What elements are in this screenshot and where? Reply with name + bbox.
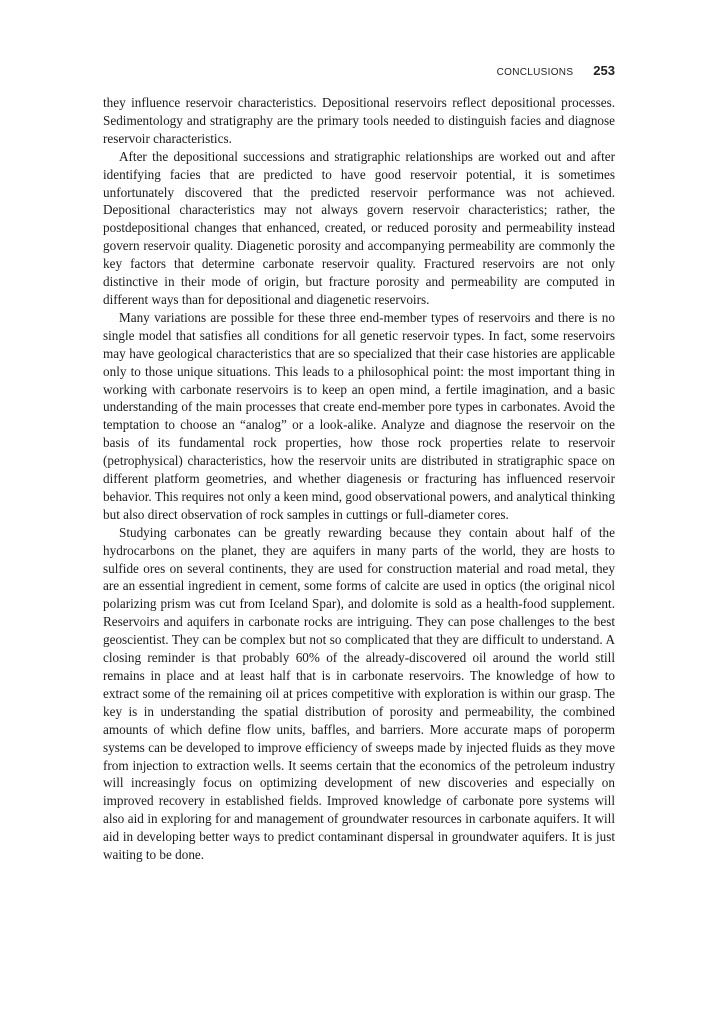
page-number: 253 bbox=[593, 63, 615, 78]
body-text bbox=[103, 94, 615, 864]
running-head bbox=[103, 62, 615, 80]
paragraph: After the depositional successions and stratigraphic relationships are worked out and after identifying facies that are predicted to have good reservoir potential, it is sometimes unfortunately discovered that the predicted reservoir performance was not achieved. Depositional characteristics may not always govern reservoir characteristics; rather, the postdepositional changes that enhanced, created, or reduced porosity and permeability instead govern reservoir quality. Diagenetic porosity and accompanying permeability are commonly the key factors that determine carbonate reservoir quality. Fractured reservoirs are not only distinctive in their mode of origin, but fracture porosity and permeability are computed in different ways than for depositional and diagenetic reservoirs. bbox=[103, 148, 615, 307]
paragraph: they influence reservoir characteristics. Depositional reservoirs reflect depositional processes. Sedimentology and stratigraphy are the primary tools needed to distinguish facies and diagnose reservoir characteristics. bbox=[103, 95, 615, 146]
paragraph: Studying carbonates can be greatly rewarding because they contain about half of the hydrocarbons on the planet, they are aquifers in many parts of the world, they are hosts to sulfide ores on several continents, they are used for construction material and road metal, they are an essential ingredient in cement, some forms of calcite are used in optics (the original nicol polarizing prism was cut from Iceland Spar), and dolomite is sold as a health-food supplement. Reservoirs and aquifers in carbonate rocks are intriguing. They can pose challenges to the best geoscientist. They can be complex but not so complicated that they are difficult to understand. A closing reminder is that probably 60% of the already-discovered oil around the world still remains in place and at least half that is in carbonate reservoirs. The knowledge of how to extract some of the remaining oil at prices competitive with exploration is within our grasp. The key is in understanding the spatial distribution of porosity and permeability, the combined amounts of which define flow units, baffles, and barriers. More accurate maps of poroperm systems can be developed to improve efficiency of sweeps made by injected fluids as they move from injection to extraction wells. It seems certain that the economics of the petroleum industry will increasingly focus on optimizing development of new discoveries and especially on improved recovery in established fields. Improved knowledge of carbonate pore systems will also aid in exploring for and management of groundwater resources in carbonate aquifers. It will aid in developing better ways to predict contaminant dispersal in groundwater aquifers. It is just waiting to be done. bbox=[103, 524, 615, 863]
paragraph: Many variations are possible for these three end-member types of reservoirs and there is no single model that satisfies all conditions for all genetic reservoir types. In fact, some reservoirs may have geological characteristics that are so specialized that their case histories are applicable only to those unique situations. This leads to a philosophical point: the most important thing in working with carbonate reservoirs is to keep an open mind, a fertile imagination, and a basic understanding of the main processes that create end-member pore types in carbonates. Avoid the temptation to choose an “analog” or a look-alike. Analyze and diagnose the reservoir on the basis of its fundamental rock properties, how those rock properties relate to reservoir (petrophysical) characteristics, how the reservoir units are distributed in stratigraphic space on different platform geometries, and whether diagenesis or fracturing has influenced reservoir behavior. This requires not only a keen mind, good observational powers, and analytical thinking but also direct observation of rock samples in cuttings or full-diameter cores. bbox=[103, 309, 615, 522]
section-title: CONCLUSIONS bbox=[496, 67, 574, 78]
